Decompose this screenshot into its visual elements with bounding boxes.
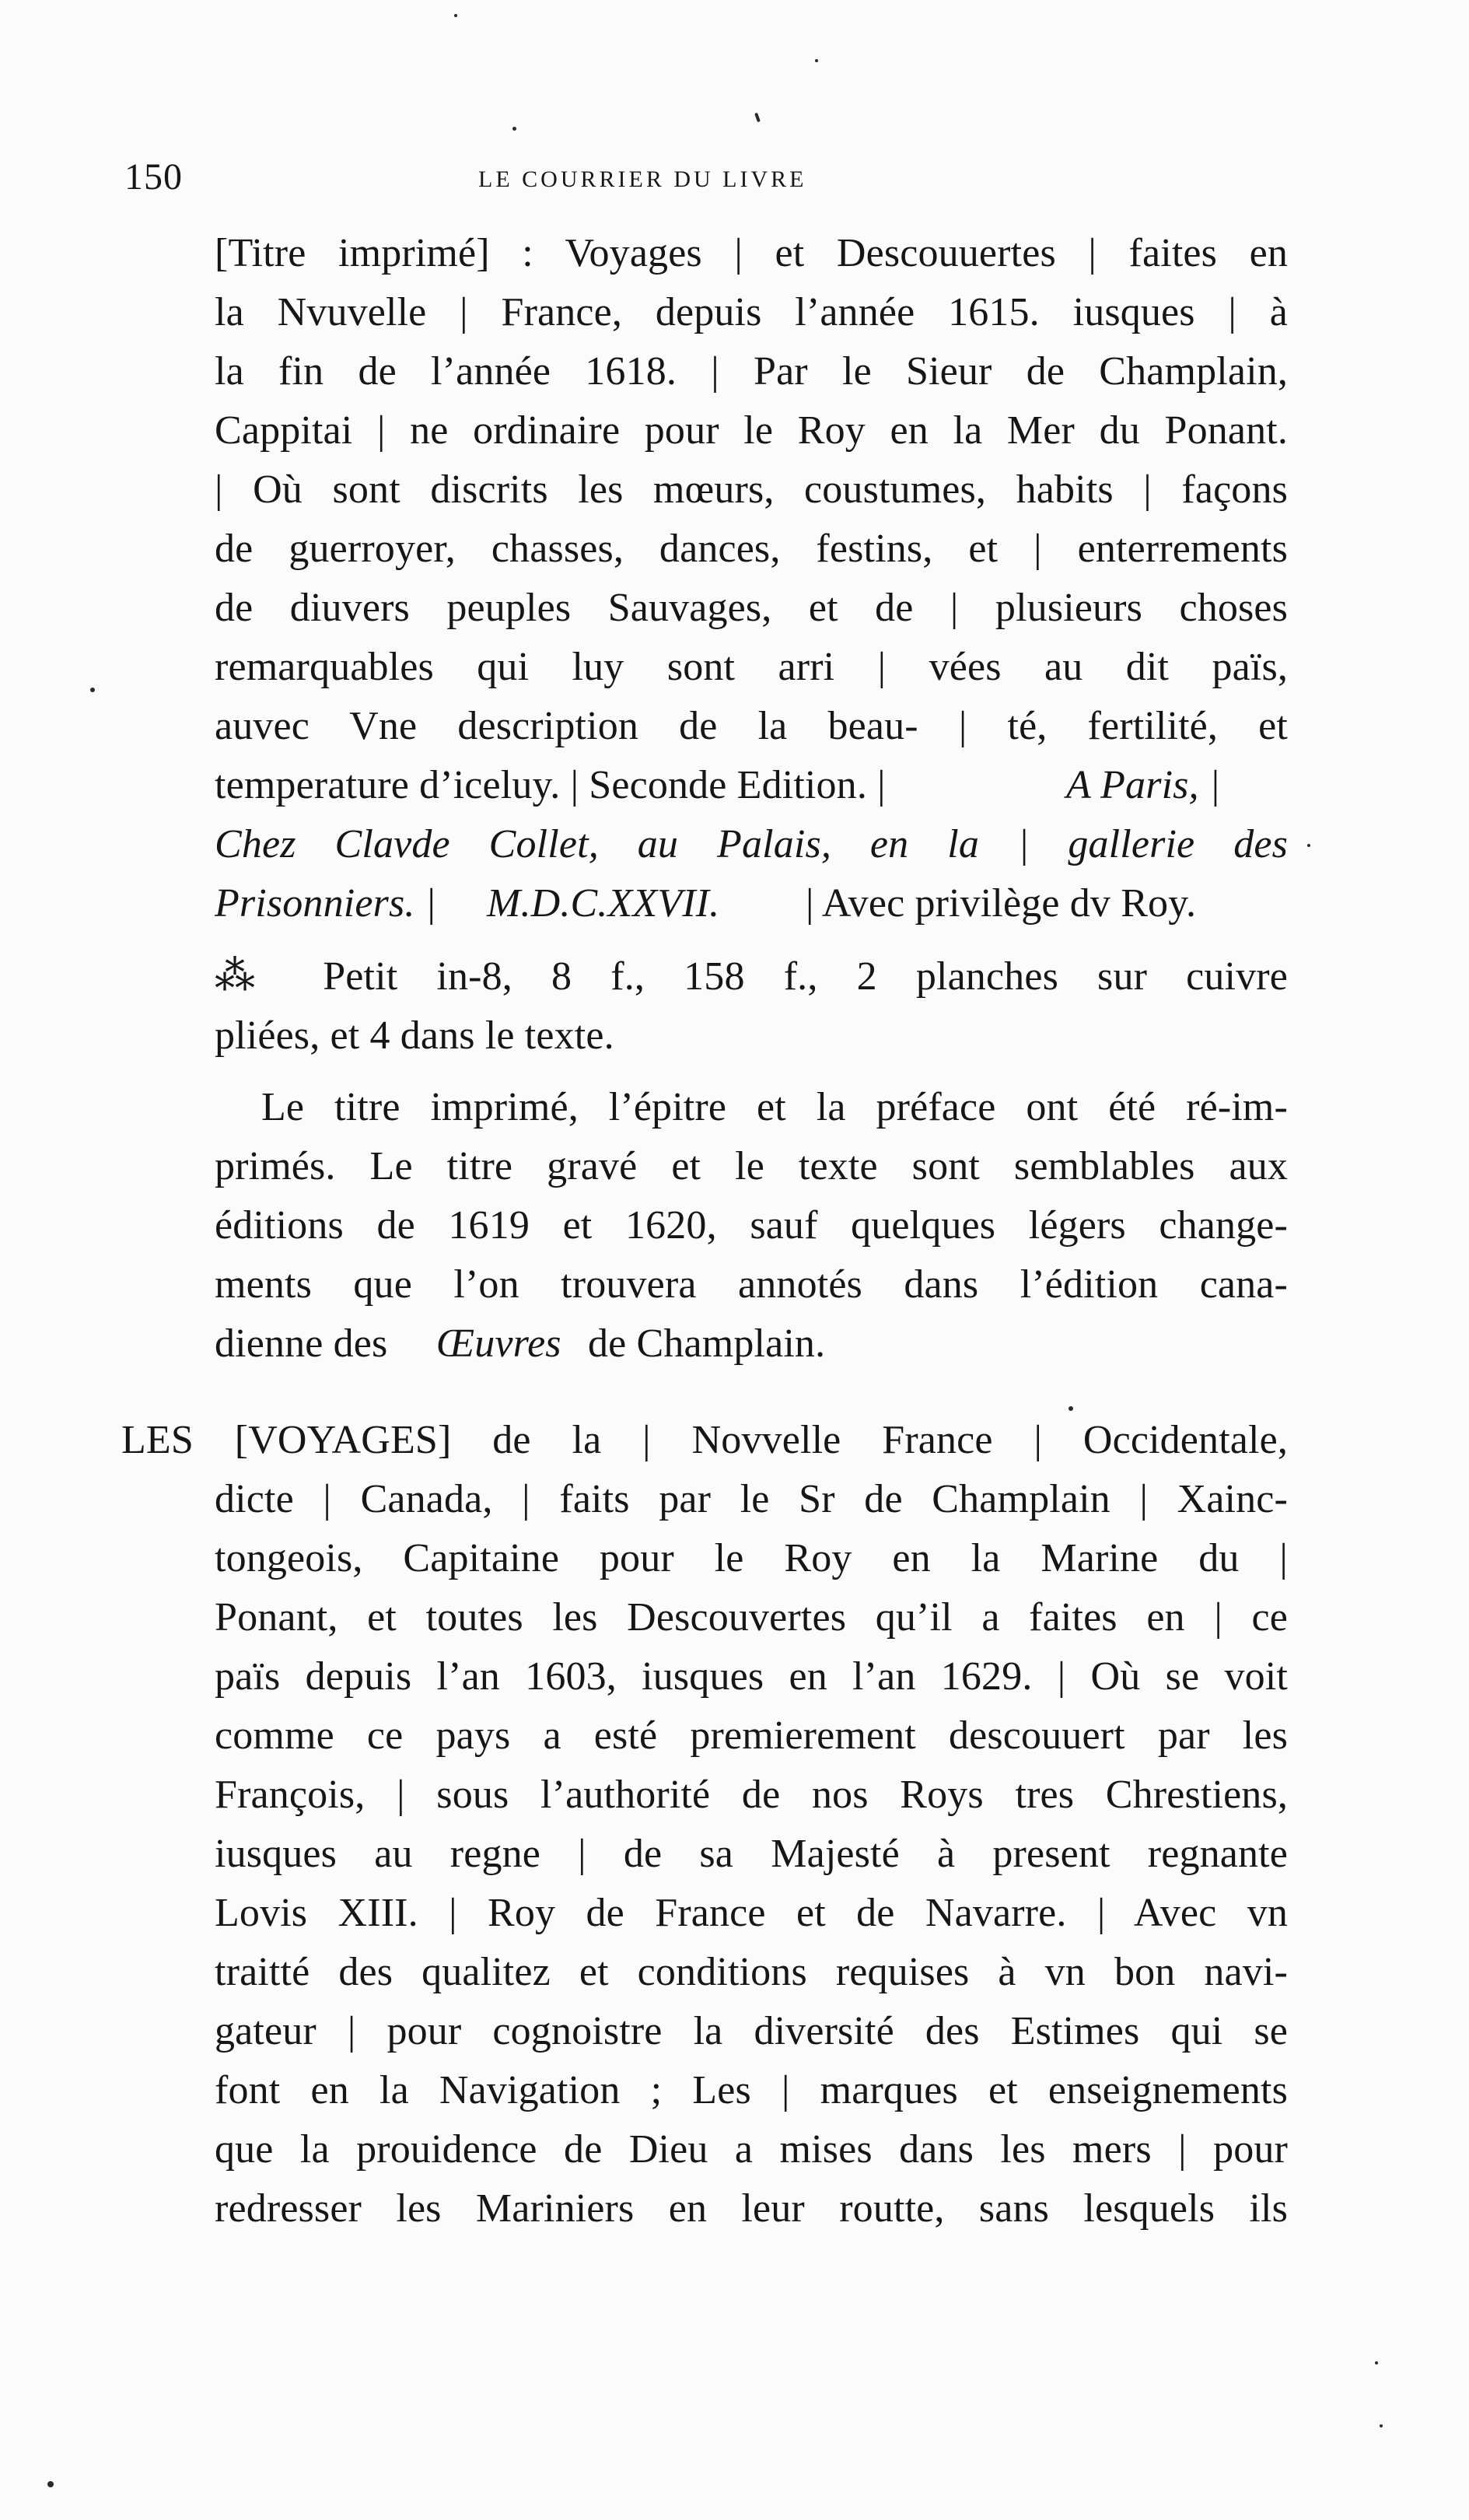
text-line: redresser les Mariniers en leur routte, sans lesquels ils	[215, 2186, 1288, 2231]
text-line: de guerroyer, chasses, dances, festins, et | enterrements	[215, 527, 1288, 571]
scan-speck	[754, 113, 761, 123]
scan-speck	[512, 127, 516, 131]
work-title: Œuvres	[436, 1321, 561, 1366]
text-line: temperature d’iceluy. | Seconde Edition. |	[215, 763, 886, 807]
text-line: François, | sous l’authorité de nos Roys tres Chrestiens,	[215, 1773, 1288, 1817]
text-line: ⁂ Petit in-8, 8 f., 158 f., 2 planches sur cuivre	[215, 954, 1288, 999]
place-of-publication: A Paris, |	[1066, 763, 1221, 807]
text-line: Le titre imprimé, l’épitre et la préface ont été ré-im-	[261, 1085, 1288, 1129]
scan-speck	[1069, 1406, 1073, 1411]
text-line: pliées, et 4 dans le texte.	[215, 1013, 614, 1058]
text-line: de diuvers peuples Sauvages, et de | plusieurs choses	[215, 586, 1288, 630]
text-line: primés. Le titre gravé et le texte sont semblables aux	[215, 1144, 1288, 1188]
text-line: LES [VOYAGES] de la | Novvelle France | Occidentale,	[121, 1418, 1288, 1462]
publisher-line: Chez Clavde Collet, au Palais, en la | gallerie des	[215, 822, 1288, 866]
page-number: 150	[124, 156, 183, 198]
publication-year: M.D.C.XXVII.	[487, 881, 720, 926]
text-line: dienne des	[215, 1321, 388, 1366]
text-line: ments que l’on trouvera annotés dans l’édition cana-	[215, 1262, 1288, 1307]
scan-speck	[1307, 844, 1310, 847]
scan-speck	[90, 688, 95, 692]
scan-speck	[47, 2481, 54, 2487]
running-title: LE COURRIER DU LIVRE	[478, 166, 807, 192]
text-line: [Titre imprimé] : Voyages | et Descouuertes | faites en	[215, 231, 1288, 275]
text-line: dicte | Canada, | faits par le Sr de Champlain | Xainc-	[215, 1477, 1288, 1521]
scan-speck	[1375, 2361, 1378, 2364]
text-line: traitté des qualitez et conditions requises à vn bon navi-	[215, 1950, 1288, 1994]
page-header	[124, 156, 1291, 202]
text-line: | Avec privilège dv Roy.	[806, 881, 1197, 926]
text-line: font en la Navigation ; Les | marques et enseignements	[215, 2068, 1288, 2112]
text-line: iusques au regne | de sa Majesté à present regnante	[215, 1832, 1288, 1876]
text-line: éditions de 1619 et 1620, sauf quelques légers change-	[215, 1203, 1288, 1248]
text-line: de Champlain.	[588, 1321, 826, 1366]
scan-speck	[454, 14, 457, 17]
text-line: la fin de l’année 1618. | Par le Sieur de Champlain,	[215, 349, 1288, 394]
text-line: Cappitai | ne ordinaire pour le Roy en la Mer du Ponant.	[215, 408, 1288, 453]
text-line: tongeois, Capitaine pour le Roy en la Marine du |	[215, 1536, 1288, 1580]
text-line: | Où sont discrits les mœurs, coustumes, habits | façons	[215, 467, 1288, 512]
text-line: Prisonniers. |	[215, 881, 437, 926]
text-line: Ponant, et toutes les Descouvertes qu’il a faites en | ce	[215, 1595, 1288, 1640]
text-line: païs depuis l’an 1603, iusques en l’an 1629. | Où se voit	[215, 1654, 1288, 1699]
scan-speck	[1380, 2424, 1383, 2427]
scan-speck	[815, 59, 818, 62]
text-line: que la prouidence de Dieu a mises dans les mers | pour	[215, 2127, 1288, 2172]
text-line: remarquables qui luy sont arri | vées au dit païs,	[215, 645, 1288, 689]
text-line: auvec Vne description de la beau- | té, fertilité, et	[215, 704, 1288, 748]
text-line: la Nvuvelle | France, depuis l’année 1615. iusques | à	[215, 290, 1288, 334]
text-line: comme ce pays a esté premierement descouuert par les	[215, 1713, 1288, 1758]
text-line: Lovis XIII. | Roy de France et de Navarre. | Avec vn	[215, 1891, 1288, 1935]
text-line: gateur | pour cognoistre la diversité des Estimes qui se	[215, 2009, 1288, 2053]
